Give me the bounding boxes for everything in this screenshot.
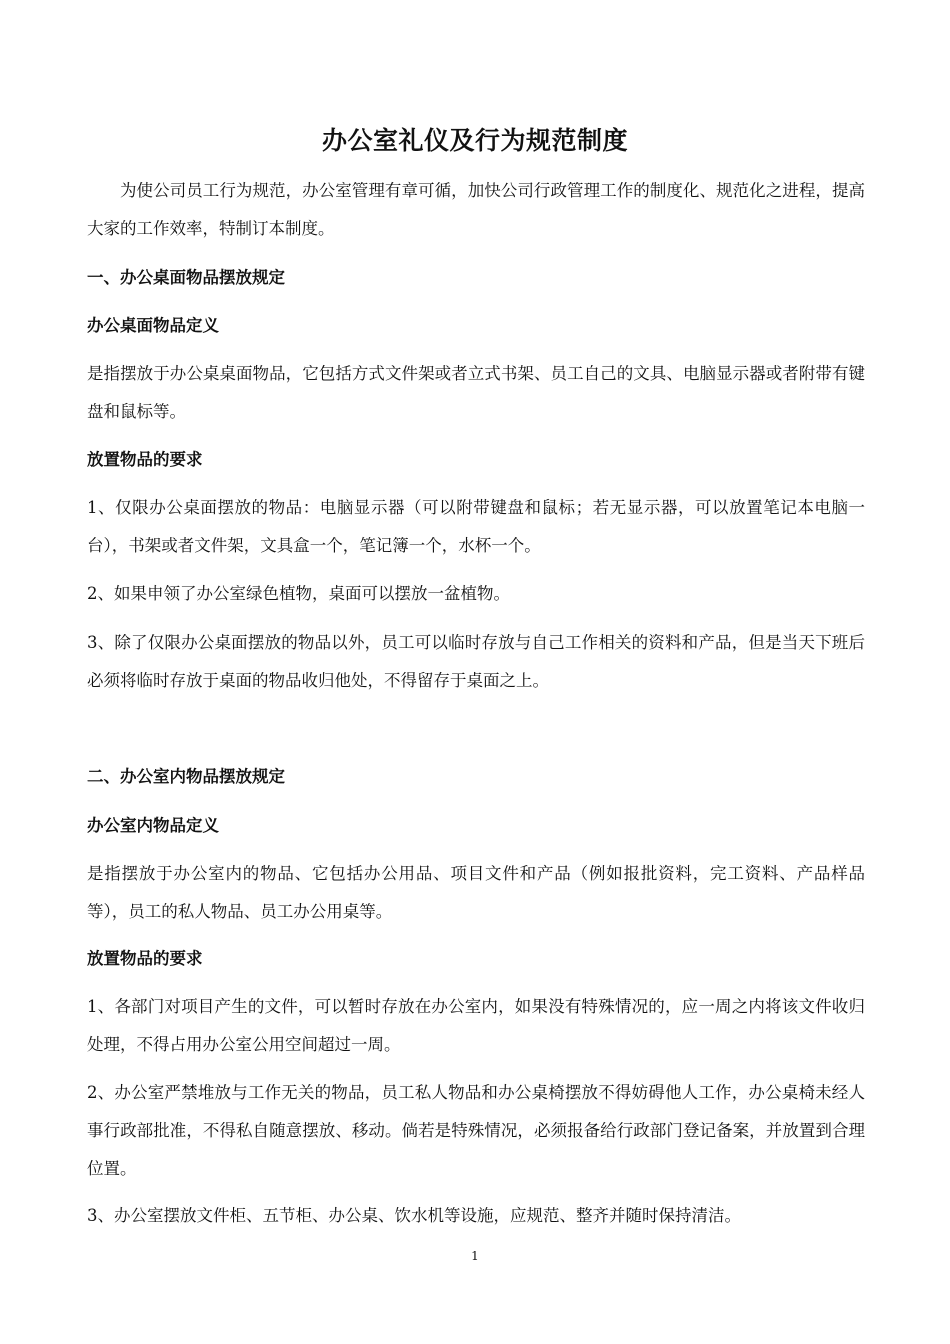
- section-2-item-1: 1、各部门对项目产生的文件，可以暂时存放在办公室内，如果没有特殊情况的，应一周之内将该文件收归处理，不得占用办公室公用空间超过一周。: [87, 997, 865, 1054]
- section-2-item-3: 3、办公室摆放文件柜、五节柜、办公桌、饮水机等设施，应规范、整齐并随时保持清洁。: [87, 1206, 741, 1225]
- section-1-definition-heading: 办公桌面物品定义: [87, 316, 219, 335]
- section-1-item-3: 3、除了仅限办公桌面摆放的物品以外，员工可以临时存放与自己工作相关的资料和产品，但是当天下班后必须将临时存放于桌面的物品收归他处，不得留存于桌面之上。: [87, 633, 865, 690]
- section-1-heading: 一、办公桌面物品摆放规定: [87, 268, 285, 287]
- section-2-heading: 二、办公室内物品摆放规定: [87, 767, 285, 786]
- section-1-definition-text: 是指摆放于办公桌桌面物品，它包括方式文件架或者立式书架、员工自己的文具、电脑显示器或者附带有键盘和鼠标等。: [87, 364, 865, 421]
- section-1-requirements-heading: 放置物品的要求: [87, 450, 203, 469]
- section-2-definition-text: 是指摆放于办公室内的物品、它包括办公用品、项目文件和产品（例如报批资料，完工资料、产品样品等），员工的私人物品、员工办公用桌等。: [87, 864, 865, 921]
- page-title: 办公室礼仪及行为规范制度: [321, 126, 628, 155]
- section-1-item-1: 1、仅限办公桌面摆放的物品：电脑显示器（可以附带键盘和鼠标；若无显示器，可以放置笔记本电脑一台），书架或者文件架，文具盒一个，笔记簿一个，水杯一个。: [87, 498, 865, 555]
- section-2-definition-heading: 办公室内物品定义: [87, 816, 219, 835]
- intro-paragraph: 为使公司员工行为规范，办公室管理有章可循，加快公司行政管理工作的制度化、规范化之进程，提高大家的工作效率，特制订本制度。: [87, 181, 865, 238]
- section-1-item-2: 2、如果申领了办公室绿色植物，桌面可以摆放一盆植物。: [87, 584, 510, 603]
- page-number: 1: [471, 1249, 479, 1263]
- section-2-item-2: 2、办公室严禁堆放与工作无关的物品，员工私人物品和办公桌椅摆放不得妨碍他人工作，办公桌椅未经人事行政部批准，不得私自随意摆放、移动。倘若是特殊情况，必须报备给行政部门登记备案，并放置到合理位置。: [87, 1083, 865, 1178]
- section-2-requirements-heading: 放置物品的要求: [87, 949, 203, 968]
